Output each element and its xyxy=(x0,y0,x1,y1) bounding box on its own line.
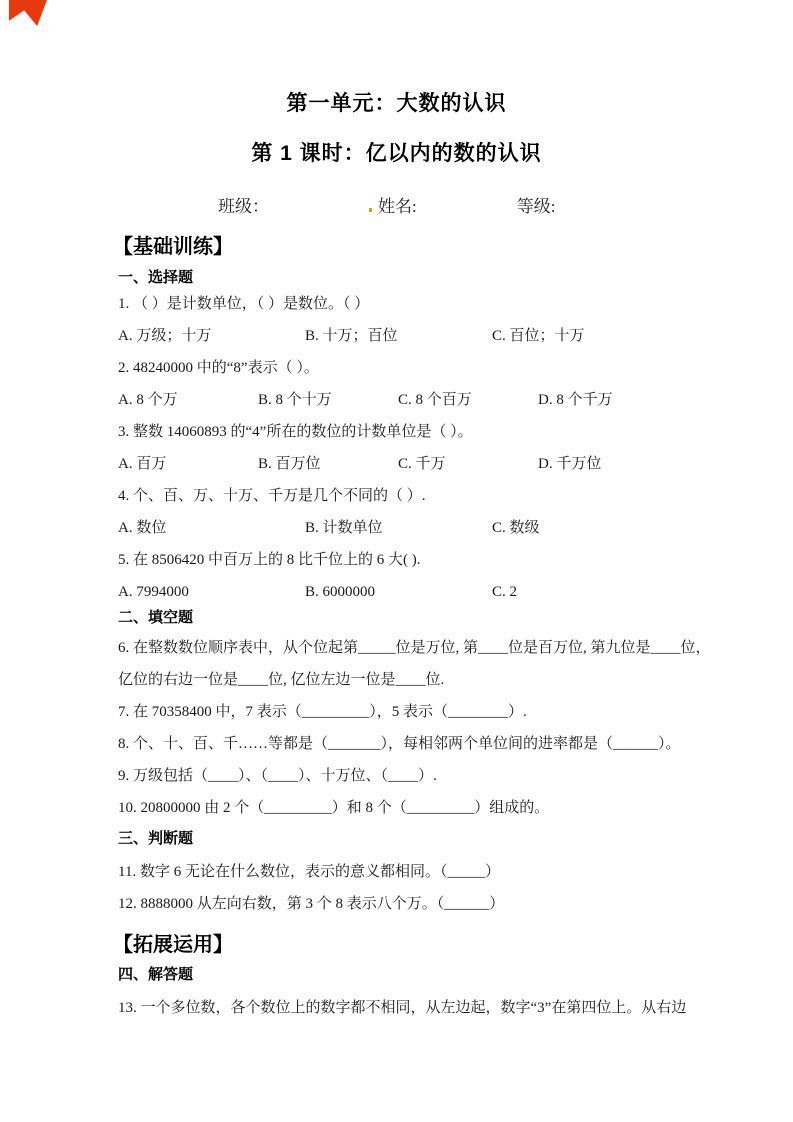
unit-title: 第一单元：大数的认识 xyxy=(286,92,507,115)
question-3: 3. 整数 14060893 的“4”所在的数位的计数单位是（ ）。 xyxy=(118,424,473,440)
option-5b: B. 6000000 xyxy=(305,584,376,600)
question-12: 12. 8888000 从左向右数，第 3 个 8 表示八个万。（______） xyxy=(118,896,505,912)
option-3c: C. 千万 xyxy=(398,456,446,472)
question-13: 13. 一个多位数，各个数位上的数字都不相同，从左边起，数字“3”在第四位上。从右边 xyxy=(118,1000,687,1016)
speck-icon xyxy=(369,208,372,212)
subsection-fill-questions: 二、填空题 xyxy=(118,609,194,626)
option-1b: B. 十万；百位 xyxy=(305,328,398,344)
option-2b: B. 8 个十万 xyxy=(258,392,332,408)
option-5a: A. 7994000 xyxy=(118,584,189,600)
option-5c: C. 2 xyxy=(492,584,518,600)
option-2d: D. 8 个千万 xyxy=(538,392,613,408)
option-2c: C. 8 个百万 xyxy=(398,392,472,408)
subsection-choice-questions: 一、选择题 xyxy=(118,269,194,286)
subsection-solve-questions: 四、解答题 xyxy=(118,966,194,983)
section-title-basic-training: 【基础训练】 xyxy=(113,236,233,258)
option-3b: B. 百万位 xyxy=(258,456,321,472)
option-1c: C. 百位；十万 xyxy=(492,328,585,344)
question-5-options xyxy=(118,576,743,608)
section-title-extension: 【拓展运用】 xyxy=(113,934,233,956)
question-2: 2. 48240000 中的“8”表示（ ）。 xyxy=(118,360,319,376)
option-2a: A. 8 个万 xyxy=(118,392,178,408)
option-1a: A. 万级；十万 xyxy=(118,328,212,344)
grade-label: 等级: xyxy=(516,197,556,216)
class-label: 班级： xyxy=(218,197,269,216)
question-6-line1: 6. 在整数数位顺序表中，从个位起第_____位是万位, 第____位是百万位, 第九位是____位， xyxy=(118,640,711,656)
worksheet-body xyxy=(0,234,793,1024)
option-3d: D. 千万位 xyxy=(538,456,602,472)
question-1-options xyxy=(118,320,743,352)
question-4: 4. 个、百、万、十万、千万是几个不同的（ ）. xyxy=(118,488,426,504)
question-3-options xyxy=(118,448,743,480)
question-5: 5. 在 8506420 中百万上的 8 比千位上的 6 大( ). xyxy=(118,552,421,568)
subsection-judge-questions: 三、判断题 xyxy=(118,830,194,847)
name-label: 姓名: xyxy=(378,197,417,216)
question-6-line2: 亿位的右边一位是____位, 亿位左边一位是____位. xyxy=(118,672,445,688)
question-8: 8. 个、十、百、千……等都是（_______），每相邻两个单位间的进率都是（______）。 xyxy=(118,736,681,752)
student-info-row xyxy=(0,196,793,218)
option-4c: C. 数级 xyxy=(492,520,540,536)
question-10: 10. 20800000 由 2 个（_________）和 8 个（_________）组成的。 xyxy=(118,800,550,816)
question-4-options xyxy=(118,512,743,544)
question-9: 9. 万级包括（____）、（____）、十万位、（____）. xyxy=(118,768,437,784)
question-7: 7. 在 70358400 中，7 表示（_________），5 表示（________）. xyxy=(118,704,527,720)
option-4b: B. 计数单位 xyxy=(305,520,383,536)
lesson-title: 第 1 课时：亿以内的数的认识 xyxy=(251,142,542,165)
option-3a: A. 百万 xyxy=(118,456,167,472)
option-4a: A. 数位 xyxy=(118,520,167,536)
question-1: 1. （ ）是计数单位，（ ）是数位。（ ） xyxy=(118,296,370,312)
question-11: 11. 数字 6 无论在什么数位，表示的意义都相同。（_____） xyxy=(118,864,500,880)
question-2-options xyxy=(118,384,743,416)
question-6 xyxy=(118,632,743,696)
